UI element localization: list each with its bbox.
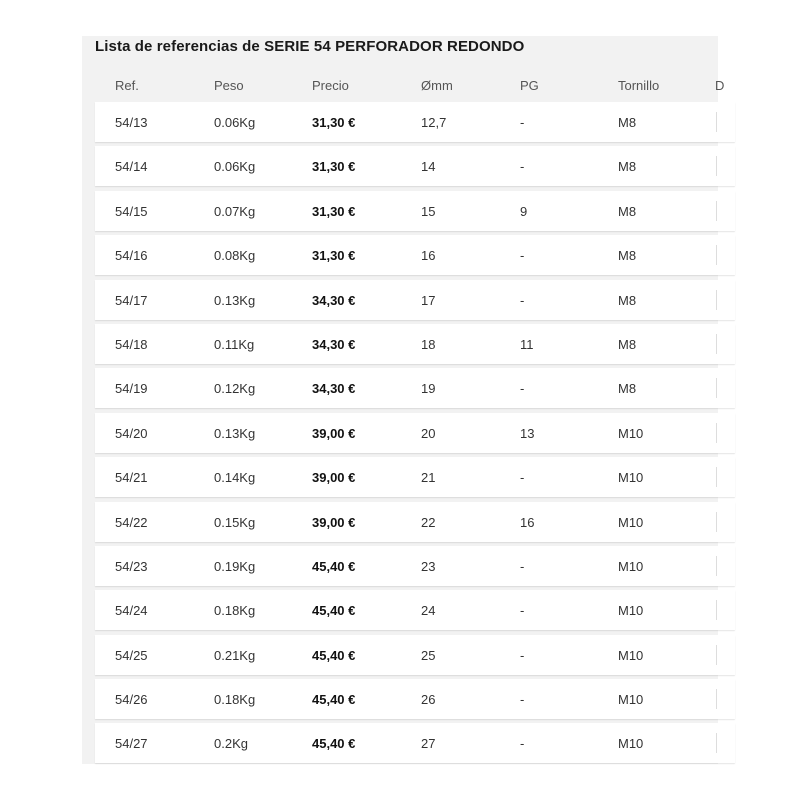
cell-diameter: 18 (421, 336, 436, 352)
cell-ref: 54/19 (115, 381, 148, 397)
cell-diameter: 27 (421, 736, 436, 752)
cell-pg: - (520, 603, 525, 619)
table-row (95, 280, 735, 320)
cell-precio: 31,30 € (312, 203, 356, 219)
header-tornillo: Tornillo (618, 78, 660, 93)
cut-off-column-edge (716, 334, 717, 354)
cell-tornillo: M8 (618, 381, 637, 397)
table-row (95, 546, 735, 586)
cell-tornillo: M8 (618, 203, 637, 219)
cell-peso: 0.06Kg (214, 159, 256, 175)
cell-precio: 45,40 € (312, 692, 356, 708)
table-row (95, 723, 735, 763)
cell-tornillo: M10 (618, 558, 644, 574)
cell-tornillo: M8 (618, 159, 637, 175)
header-ref: Ref. (115, 78, 139, 93)
cell-ref: 54/22 (115, 514, 148, 530)
cell-peso: 0.13Kg (214, 292, 256, 308)
cell-pg: 13 (520, 425, 535, 441)
cell-diameter: 23 (421, 558, 436, 574)
cell-pg: - (520, 558, 525, 574)
table-row (95, 590, 735, 630)
cell-ref: 54/14 (115, 159, 148, 175)
table-title: Lista de referencias de SERIE 54 PERFORADOR REDONDO (95, 38, 525, 55)
cut-off-column-edge (716, 156, 717, 176)
cell-ref: 54/21 (115, 470, 148, 486)
cell-precio: 45,40 € (312, 647, 356, 663)
cell-pg: - (520, 248, 525, 264)
cell-ref: 54/15 (115, 203, 148, 219)
cell-peso: 0.15Kg (214, 514, 256, 530)
cell-diameter: 19 (421, 381, 436, 397)
table-row (95, 191, 735, 231)
cell-diameter: 24 (421, 603, 436, 619)
cut-off-column-edge (716, 689, 717, 709)
cell-precio: 34,30 € (312, 292, 356, 308)
cell-precio: 39,00 € (312, 425, 356, 441)
cell-pg: - (520, 159, 525, 175)
cell-diameter: 15 (421, 203, 436, 219)
cell-pg: - (520, 292, 525, 308)
cell-tornillo: M10 (618, 470, 644, 486)
cell-precio: 45,40 € (312, 736, 356, 752)
cell-ref: 54/20 (115, 425, 148, 441)
cell-peso: 0.14Kg (214, 470, 256, 486)
table-header (95, 74, 735, 98)
cell-tornillo: M10 (618, 736, 644, 752)
cut-off-column-edge (716, 201, 717, 221)
cell-pg: - (520, 647, 525, 663)
cell-pg: - (520, 381, 525, 397)
cut-off-column-edge (716, 245, 717, 265)
cell-pg: - (520, 692, 525, 708)
cell-ref: 54/24 (115, 603, 148, 619)
header-diameter: Ømm (421, 78, 453, 93)
header-pg: PG (520, 78, 539, 93)
cell-diameter: 21 (421, 470, 436, 486)
cell-peso: 0.21Kg (214, 647, 256, 663)
cell-ref: 54/27 (115, 736, 148, 752)
table-row (95, 413, 735, 453)
cut-off-column-edge (716, 733, 717, 753)
cell-diameter: 22 (421, 514, 436, 530)
cell-precio: 31,30 € (312, 159, 356, 175)
cell-precio: 39,00 € (312, 514, 356, 530)
cell-pg: - (520, 115, 525, 130)
table-row (95, 368, 735, 408)
cut-off-column-edge (716, 423, 717, 443)
cell-pg: 9 (520, 203, 528, 219)
cell-diameter: 14 (421, 159, 436, 175)
table-row (95, 102, 735, 142)
cell-precio: 45,40 € (312, 603, 356, 619)
cell-peso: 0.13Kg (214, 425, 256, 441)
header-extra-column: D (715, 78, 725, 93)
table-body (95, 102, 735, 768)
header-peso: Peso (214, 78, 244, 93)
table-row (95, 502, 735, 542)
cell-ref: 54/16 (115, 248, 148, 264)
cell-peso: 0.2Kg (214, 736, 248, 752)
cell-precio: 34,30 € (312, 336, 356, 352)
cell-pg: 16 (520, 514, 535, 530)
cell-tornillo: M10 (618, 692, 644, 708)
table-row (95, 635, 735, 675)
cell-peso: 0.07Kg (214, 203, 256, 219)
cell-diameter: 26 (421, 692, 436, 708)
cell-peso: 0.06Kg (214, 115, 256, 130)
cell-ref: 54/26 (115, 692, 148, 708)
cell-tornillo: M8 (618, 115, 637, 130)
cell-peso: 0.18Kg (214, 603, 256, 619)
table-row (95, 146, 735, 186)
cell-diameter: 17 (421, 292, 436, 308)
cut-off-column-edge (716, 645, 717, 665)
cell-pg: - (520, 736, 525, 752)
cell-ref: 54/25 (115, 647, 148, 663)
cell-tornillo: M10 (618, 603, 644, 619)
cell-diameter: 16 (421, 248, 436, 264)
cell-tornillo: M8 (618, 336, 637, 352)
cell-precio: 31,30 € (312, 115, 356, 130)
cell-precio: 39,00 € (312, 470, 356, 486)
header-precio: Precio (312, 78, 349, 93)
cell-peso: 0.11Kg (214, 336, 255, 352)
cell-tornillo: M10 (618, 514, 644, 530)
references-panel (82, 36, 725, 764)
table-row (95, 324, 735, 364)
cell-peso: 0.18Kg (214, 692, 256, 708)
cell-diameter: 12,7 (421, 115, 447, 130)
cell-ref: 54/23 (115, 558, 148, 574)
cell-tornillo: M8 (618, 292, 637, 308)
cell-tornillo: M10 (618, 647, 644, 663)
cell-precio: 31,30 € (312, 248, 356, 264)
cell-ref: 54/17 (115, 292, 148, 308)
cell-peso: 0.08Kg (214, 248, 256, 264)
table-row (95, 457, 735, 497)
cell-precio: 34,30 € (312, 381, 356, 397)
cell-peso: 0.19Kg (214, 558, 256, 574)
cut-off-column-edge (716, 512, 717, 532)
cut-off-column-edge (716, 112, 717, 132)
cut-off-column-edge (716, 467, 717, 487)
cell-ref: 54/13 (115, 115, 148, 130)
table-row (95, 235, 735, 275)
cell-peso: 0.12Kg (214, 381, 256, 397)
cell-tornillo: M8 (618, 248, 637, 264)
table-row (95, 679, 735, 719)
cell-tornillo: M10 (618, 425, 644, 441)
cell-diameter: 25 (421, 647, 436, 663)
cell-pg: - (520, 470, 525, 486)
cut-off-column-edge (716, 378, 717, 398)
cut-off-column-edge (716, 556, 717, 576)
cell-pg: 11 (520, 336, 534, 352)
cell-diameter: 20 (421, 425, 436, 441)
cut-off-column-edge (716, 600, 717, 620)
cell-ref: 54/18 (115, 336, 148, 352)
cut-off-column-edge (716, 290, 717, 310)
cell-precio: 45,40 € (312, 558, 356, 574)
